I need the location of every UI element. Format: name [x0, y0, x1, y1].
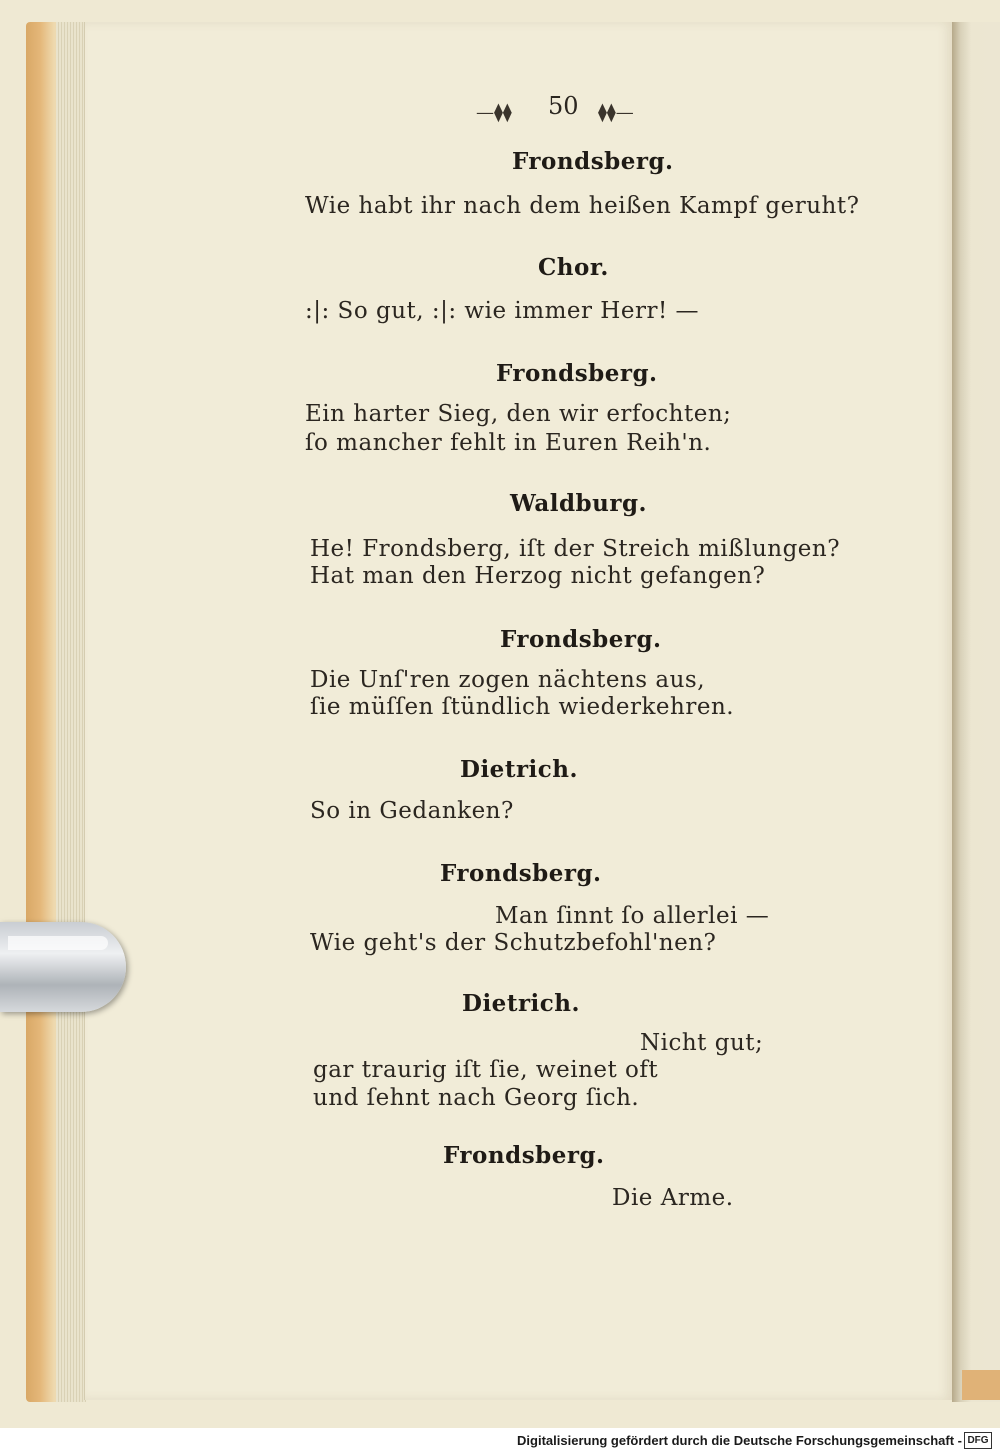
speaker-name: Frondsberg.	[440, 860, 602, 887]
facing-page-corner	[962, 1370, 1000, 1400]
verse-line: He! Frondsberg, iſt der Streich mißlungen?	[310, 536, 841, 562]
page-header	[476, 92, 656, 124]
verse-line: gar traurig iſt ſie, weinet oft	[313, 1057, 659, 1083]
verse-line: ſo mancher fehlt in Euren Reih'n.	[305, 430, 712, 456]
dfg-logo-icon: DFG	[964, 1432, 992, 1449]
speaker-name: Frondsberg.	[496, 360, 658, 387]
facing-page-edge	[952, 22, 1000, 1402]
verse-line: Hat man den Herzog nicht gefangen?	[310, 563, 766, 589]
verse-line: ſie müſſen ſtündlich wiederkehren.	[310, 694, 735, 720]
speaker-name: Waldburg.	[510, 490, 648, 517]
verse-line: Wie habt ihr nach dem heißen Kampf geruht?	[305, 193, 860, 219]
speaker-name: Frondsberg.	[500, 626, 662, 653]
verse-line: Ein harter Sieg, den wir erfochten;	[305, 401, 732, 427]
verse-line: Die Unſ'ren zogen nächtens aus,	[310, 667, 706, 693]
speaker-name: Frondsberg.	[443, 1142, 605, 1169]
speaker-name: Dietrich.	[460, 756, 579, 783]
speaker-name: Frondsberg.	[512, 148, 674, 175]
page-stack-edge	[56, 22, 86, 1402]
funding-credit: Digitalisierung gefördert durch die Deutsche Forschungsgemeinschaft -	[517, 1433, 962, 1448]
verse-line: Nicht gut;	[640, 1030, 764, 1056]
speaker-name: Chor.	[538, 254, 609, 281]
ornament-left-icon: —⧫⧫	[476, 102, 512, 123]
page-clip-highlight	[8, 936, 108, 950]
page-number: 50	[548, 92, 579, 120]
speaker-name: Dietrich.	[462, 990, 581, 1017]
ornament-right-icon: ⧫⧫—	[598, 102, 634, 123]
verse-line: Man ſinnt ſo allerlei —	[495, 903, 770, 929]
verse-line: :|: So gut, :|: wie immer Herr! —	[305, 298, 700, 324]
verse-line: So in Gedanken?	[310, 798, 514, 824]
verse-line: und ſehnt nach Georg ſich.	[313, 1085, 640, 1111]
verse-line: Wie geht's der Schutzbefohl'nen?	[310, 930, 717, 956]
verse-line: Die Arme.	[612, 1185, 734, 1211]
